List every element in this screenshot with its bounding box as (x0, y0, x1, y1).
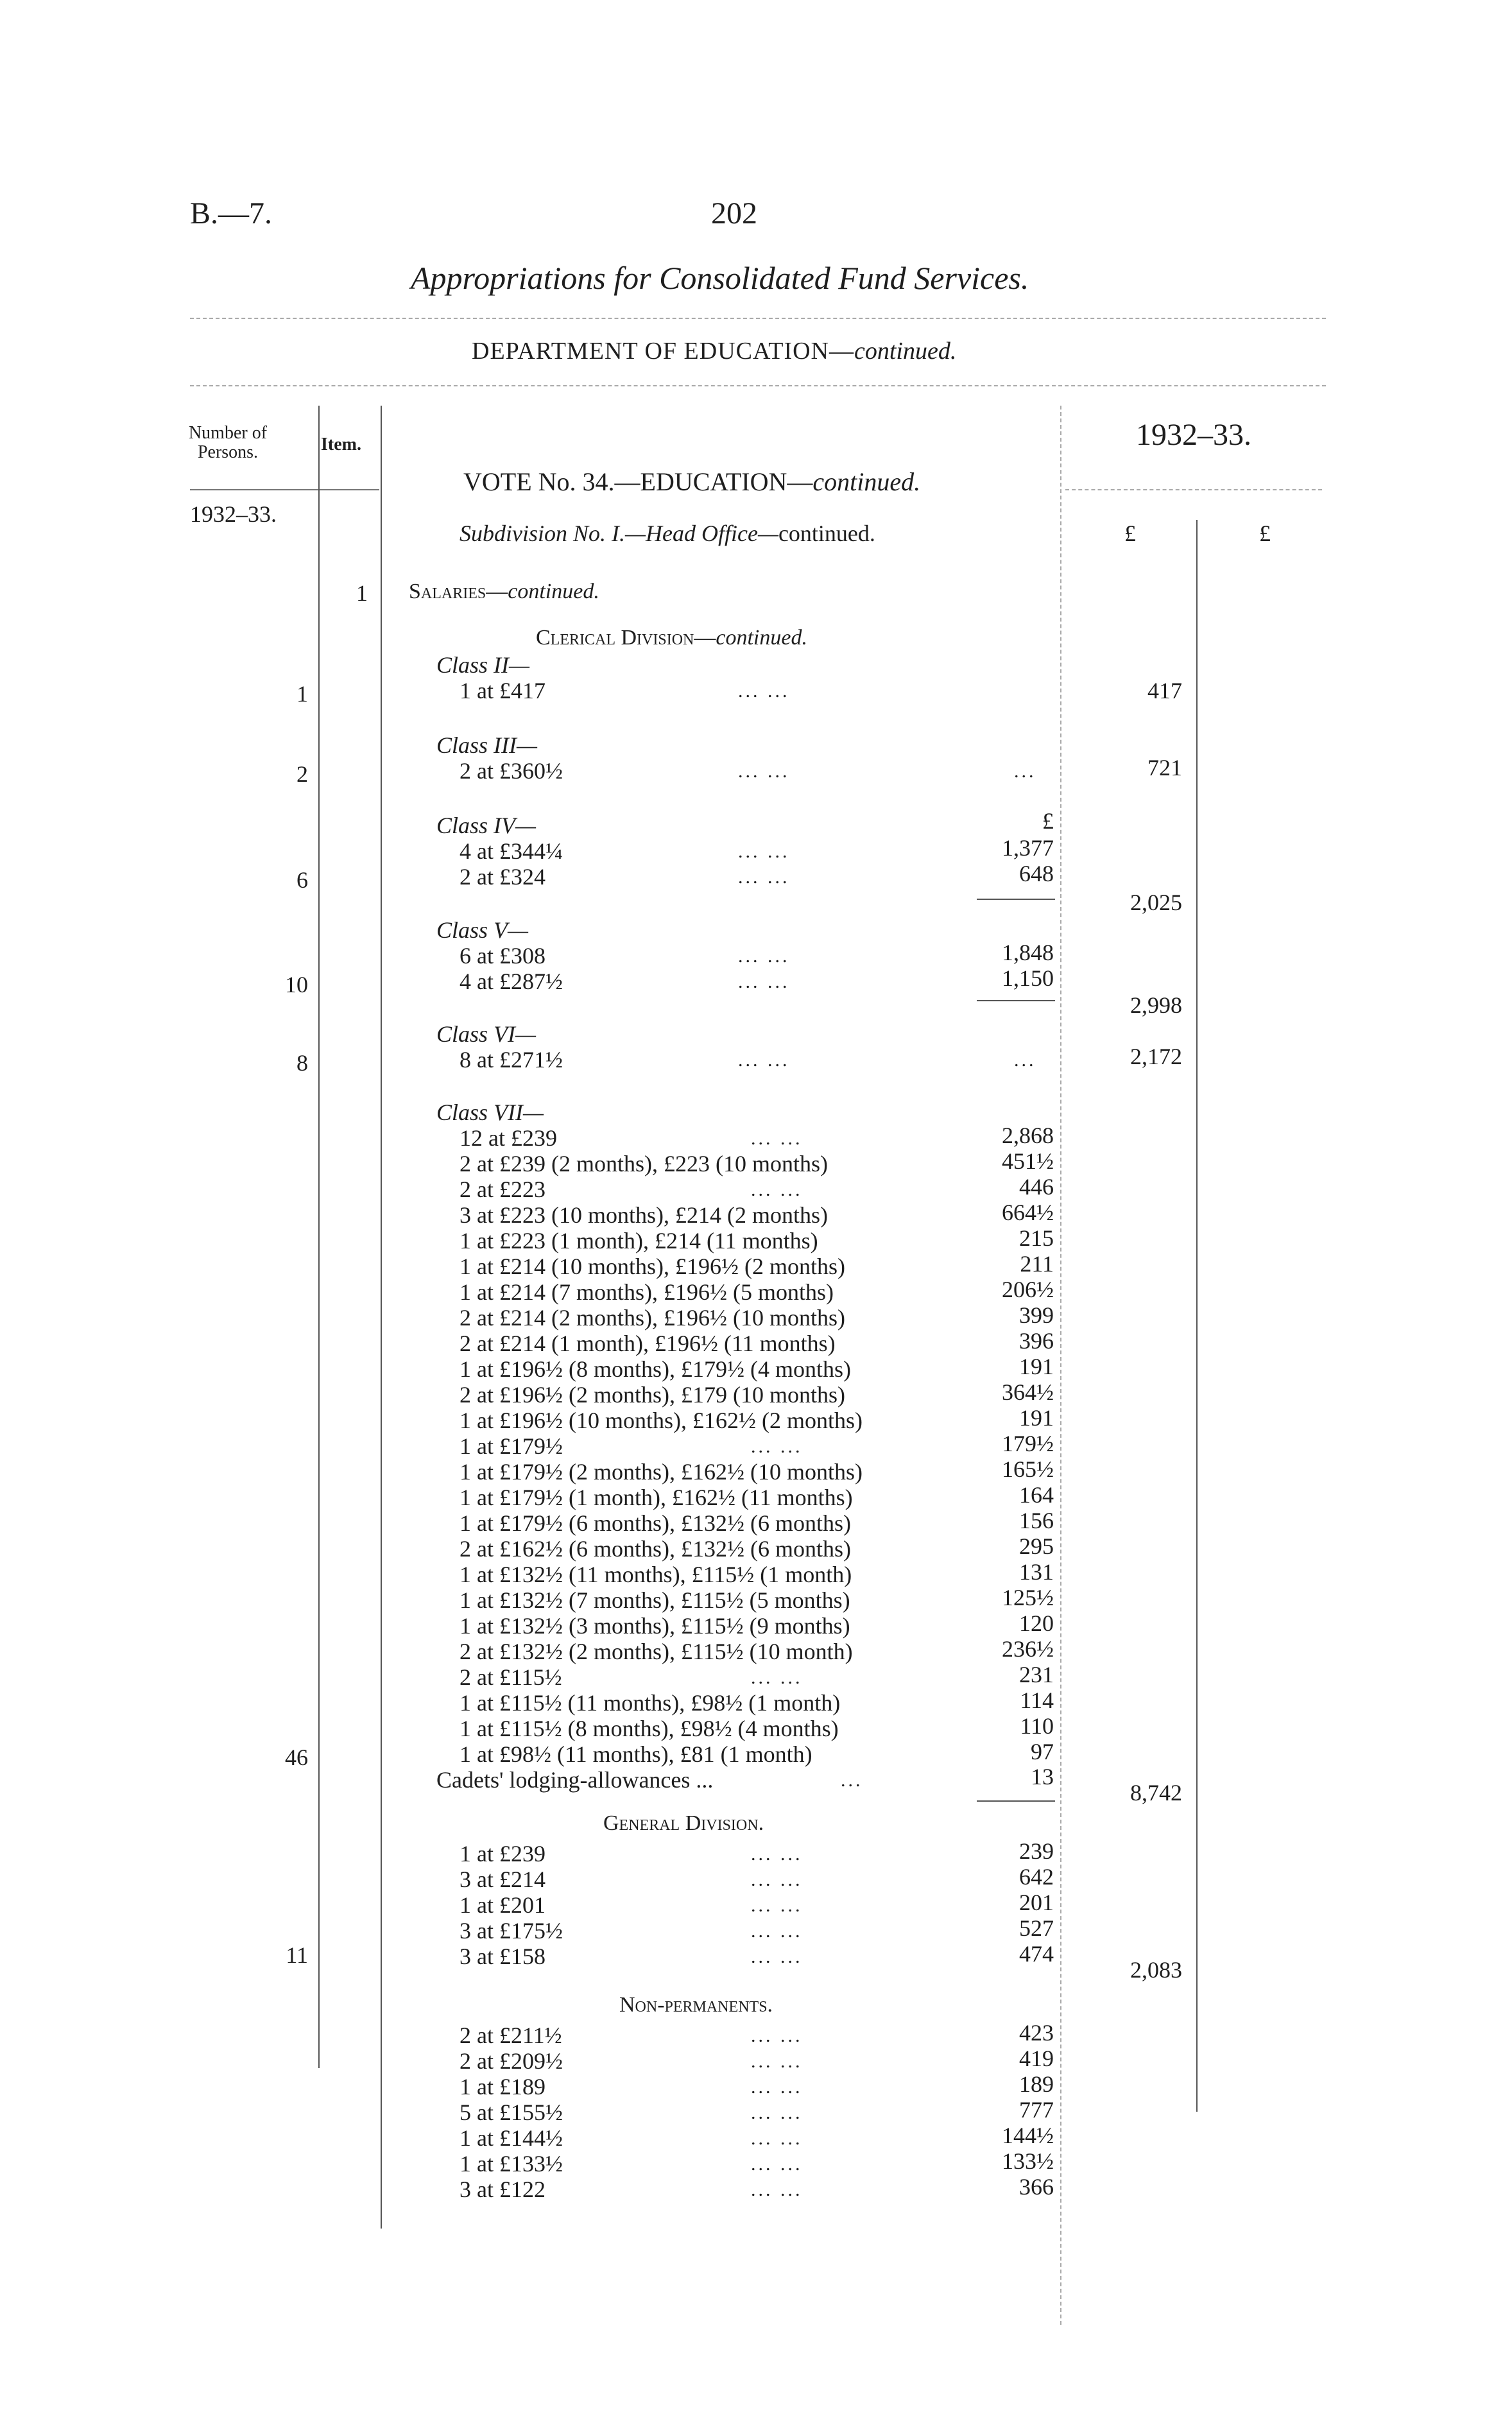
line-amount: 120 (1019, 1610, 1054, 1636)
salary-line: 2 at £324 (460, 864, 546, 890)
non-permanents-heading: Non-permanents. (619, 1993, 773, 2017)
class-total: 417 (1147, 678, 1182, 703)
line-amount: 125½ (1002, 1585, 1054, 1610)
currency-symbol-amount: £ (1124, 521, 1136, 546)
leader-dots: ... ... (751, 2025, 803, 2046)
line-amount: 664½ (1002, 1200, 1054, 1225)
salary-line: 1 at £144½ (460, 2125, 563, 2151)
salary-line: 2 at £214 (1 month), £196½ (11 months) (460, 1331, 836, 1356)
persons-count: 1 (296, 681, 308, 707)
salary-line: 2 at £132½ (2 months), £115½ (10 month) (460, 1639, 853, 1664)
leader-dots: ... ... (751, 1843, 803, 1865)
class-total: 721 (1147, 755, 1182, 780)
leader-dots: ... ... (751, 1667, 803, 1688)
persons-column-header: Number of Persons. (188, 423, 268, 462)
page-reference: B.—7. (190, 196, 273, 230)
salary-line: 2 at £214 (2 months), £196½ (10 months) (460, 1305, 845, 1331)
total-column-rule (1196, 520, 1198, 2112)
persons-count: 10 (285, 972, 308, 997)
salary-line: 1 at £115½ (8 months), £98½ (4 months) (460, 1716, 839, 1741)
header-underline (190, 489, 379, 490)
vote-heading: VOTE No. 34.—EDUCATION—continued. (463, 467, 921, 496)
general-division-heading: General Division. (603, 1811, 764, 1835)
line-amount: 201 (1019, 1890, 1054, 1915)
leader-dots: ... ... (751, 2076, 803, 2098)
class-label: Class IV— (436, 813, 537, 838)
department-divider (190, 385, 1326, 386)
line-amount: 777 (1019, 2097, 1054, 2123)
line-amount: 451½ (1002, 1148, 1054, 1174)
line-amount: 211 (1020, 1251, 1054, 1277)
line-amount: 215 (1019, 1225, 1054, 1251)
salaries-heading: Salaries—continued. (409, 580, 599, 603)
line-amount: 366 (1019, 2174, 1054, 2200)
salary-line: 1 at £239 (460, 1841, 546, 1867)
leader-dots: ... ... (738, 867, 790, 888)
line-amount: 131 (1019, 1559, 1054, 1585)
item-column-rule (381, 406, 382, 2229)
salary-line: 2 at £209½ (460, 2048, 563, 2074)
line-amount: 446 (1019, 1174, 1054, 1200)
line-amount: 191 (1019, 1354, 1054, 1379)
salary-line: 1 at £115½ (11 months), £98½ (1 month) (460, 1690, 841, 1716)
salary-line: 1 at £179½ (2 months), £162½ (10 months) (460, 1459, 863, 1485)
salary-line: 1 at £179½ (6 months), £132½ (6 months) (460, 1510, 851, 1536)
leader-dots: ... ... (751, 1920, 803, 1942)
line-amount: 110 (1020, 1713, 1054, 1739)
persons-count: 46 (285, 1745, 308, 1770)
salary-line: 3 at £175½ (460, 1918, 563, 1944)
leader-dots: ... (1014, 1049, 1036, 1071)
leader-dots: ... ... (751, 2102, 803, 2123)
item-number: 1 (356, 580, 368, 606)
salary-line: 2 at £239 (2 months), £223 (10 months) (460, 1151, 828, 1177)
salary-line: 4 at £344¼ (460, 838, 563, 864)
class-label: Class VII— (436, 1100, 544, 1125)
salary-line: 2 at £360½ (460, 758, 563, 784)
salary-line: 1 at £98½ (11 months), £81 (1 month) (460, 1741, 812, 1767)
salary-line: 2 at £211½ (460, 2022, 562, 2048)
salary-line: 12 at £239 (460, 1125, 557, 1151)
line-amount: 189 (1019, 2071, 1054, 2097)
salary-line: 5 at £155½ (460, 2100, 563, 2125)
leader-dots: ... ... (751, 1436, 803, 1457)
leader-dots: ... ... (738, 841, 790, 862)
line-amount: 206½ (1002, 1277, 1054, 1302)
line-amount: 396 (1019, 1328, 1054, 1354)
salary-line: 8 at £271½ (460, 1047, 563, 1073)
line-amount: 236½ (1002, 1636, 1054, 1662)
salary-line: 2 at £115½ (460, 1664, 562, 1690)
salary-line: 1 at £189 (460, 2074, 546, 2100)
title-divider (190, 318, 1326, 319)
line-amount: 1,150 (1002, 965, 1054, 991)
salary-line: 3 at £214 (460, 1867, 546, 1892)
clerical-division-heading: Clerical Division—continued. (536, 626, 807, 650)
class-label: Class V— (436, 917, 529, 943)
line-amount: 527 (1019, 1915, 1054, 1941)
year-column-header: 1932–33. (1136, 418, 1251, 452)
line-amount: 474 (1019, 1941, 1054, 1967)
subtotal-rule (977, 1000, 1055, 1001)
line-amount: 1,377 (1002, 835, 1054, 861)
leader-dots: ... ... (751, 2051, 803, 2072)
line-amount: 191 (1019, 1405, 1054, 1431)
amount-column-rule (1060, 406, 1061, 2325)
salary-line: 1 at £214 (10 months), £196½ (2 months) (460, 1254, 845, 1279)
leader-dots: ... ... (738, 945, 790, 967)
line-amount: 156 (1019, 1508, 1054, 1533)
line-amount: 114 (1020, 1687, 1054, 1713)
salary-line: 6 at £308 (460, 943, 546, 969)
salary-line: 1 at £132½ (3 months), £115½ (9 months) (460, 1613, 850, 1639)
leader-dots: ... ... (738, 680, 790, 702)
line-amount: 133½ (1002, 2148, 1054, 2174)
persons-count: 11 (286, 1942, 308, 1968)
salary-line: 1 at £223 (1 month), £214 (11 months) (460, 1228, 818, 1254)
page-title: Appropriations for Consolidated Fund Services. (411, 260, 1029, 296)
line-amount: 13 (1031, 1764, 1054, 1790)
subdivision-heading: Subdivision No. I.—Head Office—continued. (460, 521, 875, 546)
leader-dots: ... ... (738, 1049, 790, 1071)
leader-dots: ... (1014, 761, 1036, 782)
item-column-header: Item. (321, 435, 361, 454)
class-total: 2,025 (1130, 890, 1182, 915)
line-amount: 642 (1019, 1864, 1054, 1890)
leader-dots: ... ... (751, 1869, 803, 1890)
page-number: 202 (711, 196, 757, 230)
line-amount: 164 (1019, 1482, 1054, 1508)
year-underline (1065, 489, 1322, 490)
salary-line: 1 at £133½ (460, 2151, 563, 2177)
salary-line: 4 at £287½ (460, 969, 563, 994)
line-amount: 165½ (1002, 1456, 1054, 1482)
leader-dots: ... ... (751, 2179, 803, 2200)
salary-line: 2 at £223 (460, 1177, 546, 1202)
class-label: Class III— (436, 732, 538, 758)
line-amount: 399 (1019, 1302, 1054, 1328)
salary-line: 1 at £179½ (1 month), £162½ (11 months) (460, 1485, 853, 1510)
line-amount: 179½ (1002, 1431, 1054, 1456)
persons-count: 6 (296, 867, 308, 893)
line-amount: 295 (1019, 1533, 1054, 1559)
line-amount: 364½ (1002, 1379, 1054, 1405)
line-amount: 423 (1019, 2020, 1054, 2046)
division-total: 2,083 (1130, 1957, 1182, 1983)
leader-dots: ... (841, 1770, 863, 1791)
leader-dots: ... ... (751, 1128, 803, 1149)
class-label: Class VI— (436, 1021, 537, 1047)
subtotal-rule (977, 1800, 1055, 1802)
leader-dots: ... ... (738, 761, 790, 782)
cadets-allowance-line: Cadets' lodging-allowances ... (436, 1767, 714, 1793)
line-amount: 1,848 (1002, 940, 1054, 965)
class-total: 2,998 (1130, 992, 1182, 1018)
subtotal-rule (977, 899, 1055, 900)
leader-dots: ... ... (751, 2153, 803, 2175)
class-total: 2,172 (1130, 1044, 1182, 1069)
line-amount: 648 (1019, 861, 1054, 886)
leader-dots: ... ... (751, 2128, 803, 2149)
line-amount: 419 (1019, 2046, 1054, 2071)
salary-line: 1 at £201 (460, 1892, 546, 1918)
salary-line: 3 at £158 (460, 1944, 546, 1969)
class-label: Class II— (436, 652, 530, 678)
leader-dots: ... ... (751, 1946, 803, 1967)
salary-line: 3 at £122 (460, 2177, 546, 2202)
line-amount: 2,868 (1002, 1123, 1054, 1148)
salary-line: 1 at £179½ (460, 1433, 563, 1459)
persons-count: 2 (296, 761, 308, 787)
salary-line: 3 at £223 (10 months), £214 (2 months) (460, 1202, 828, 1228)
leader-dots: ... ... (751, 1895, 803, 1916)
leader-dots: ... ... (751, 1179, 803, 1200)
amount-currency-symbol: £ (1042, 808, 1054, 834)
salary-line: 1 at £417 (460, 678, 546, 703)
line-amount: 231 (1019, 1662, 1054, 1687)
line-amount: 144½ (1002, 2123, 1054, 2148)
persons-count: 8 (296, 1050, 308, 1076)
persons-year-label: 1932–33. (190, 501, 277, 527)
salary-line: 1 at £196½ (10 months), £162½ (2 months) (460, 1408, 863, 1433)
salary-line: 1 at £214 (7 months), £196½ (5 months) (460, 1279, 834, 1305)
leader-dots: ... ... (738, 971, 790, 992)
line-amount: 97 (1031, 1739, 1054, 1764)
salary-line: 1 at £132½ (7 months), £115½ (5 months) (460, 1587, 850, 1613)
currency-symbol-total: £ (1259, 521, 1271, 546)
class-total: 8,742 (1130, 1780, 1182, 1806)
salary-line: 1 at £196½ (8 months), £179½ (4 months) (460, 1356, 851, 1382)
line-amount: 239 (1019, 1838, 1054, 1864)
persons-column-rule (318, 406, 320, 2068)
salary-line: 1 at £132½ (11 months), £115½ (1 month) (460, 1562, 852, 1587)
department-heading: DEPARTMENT OF EDUCATION—continued. (472, 338, 957, 365)
salary-line: 2 at £162½ (6 months), £132½ (6 months) (460, 1536, 851, 1562)
salary-line: 2 at £196½ (2 months), £179 (10 months) (460, 1382, 845, 1408)
